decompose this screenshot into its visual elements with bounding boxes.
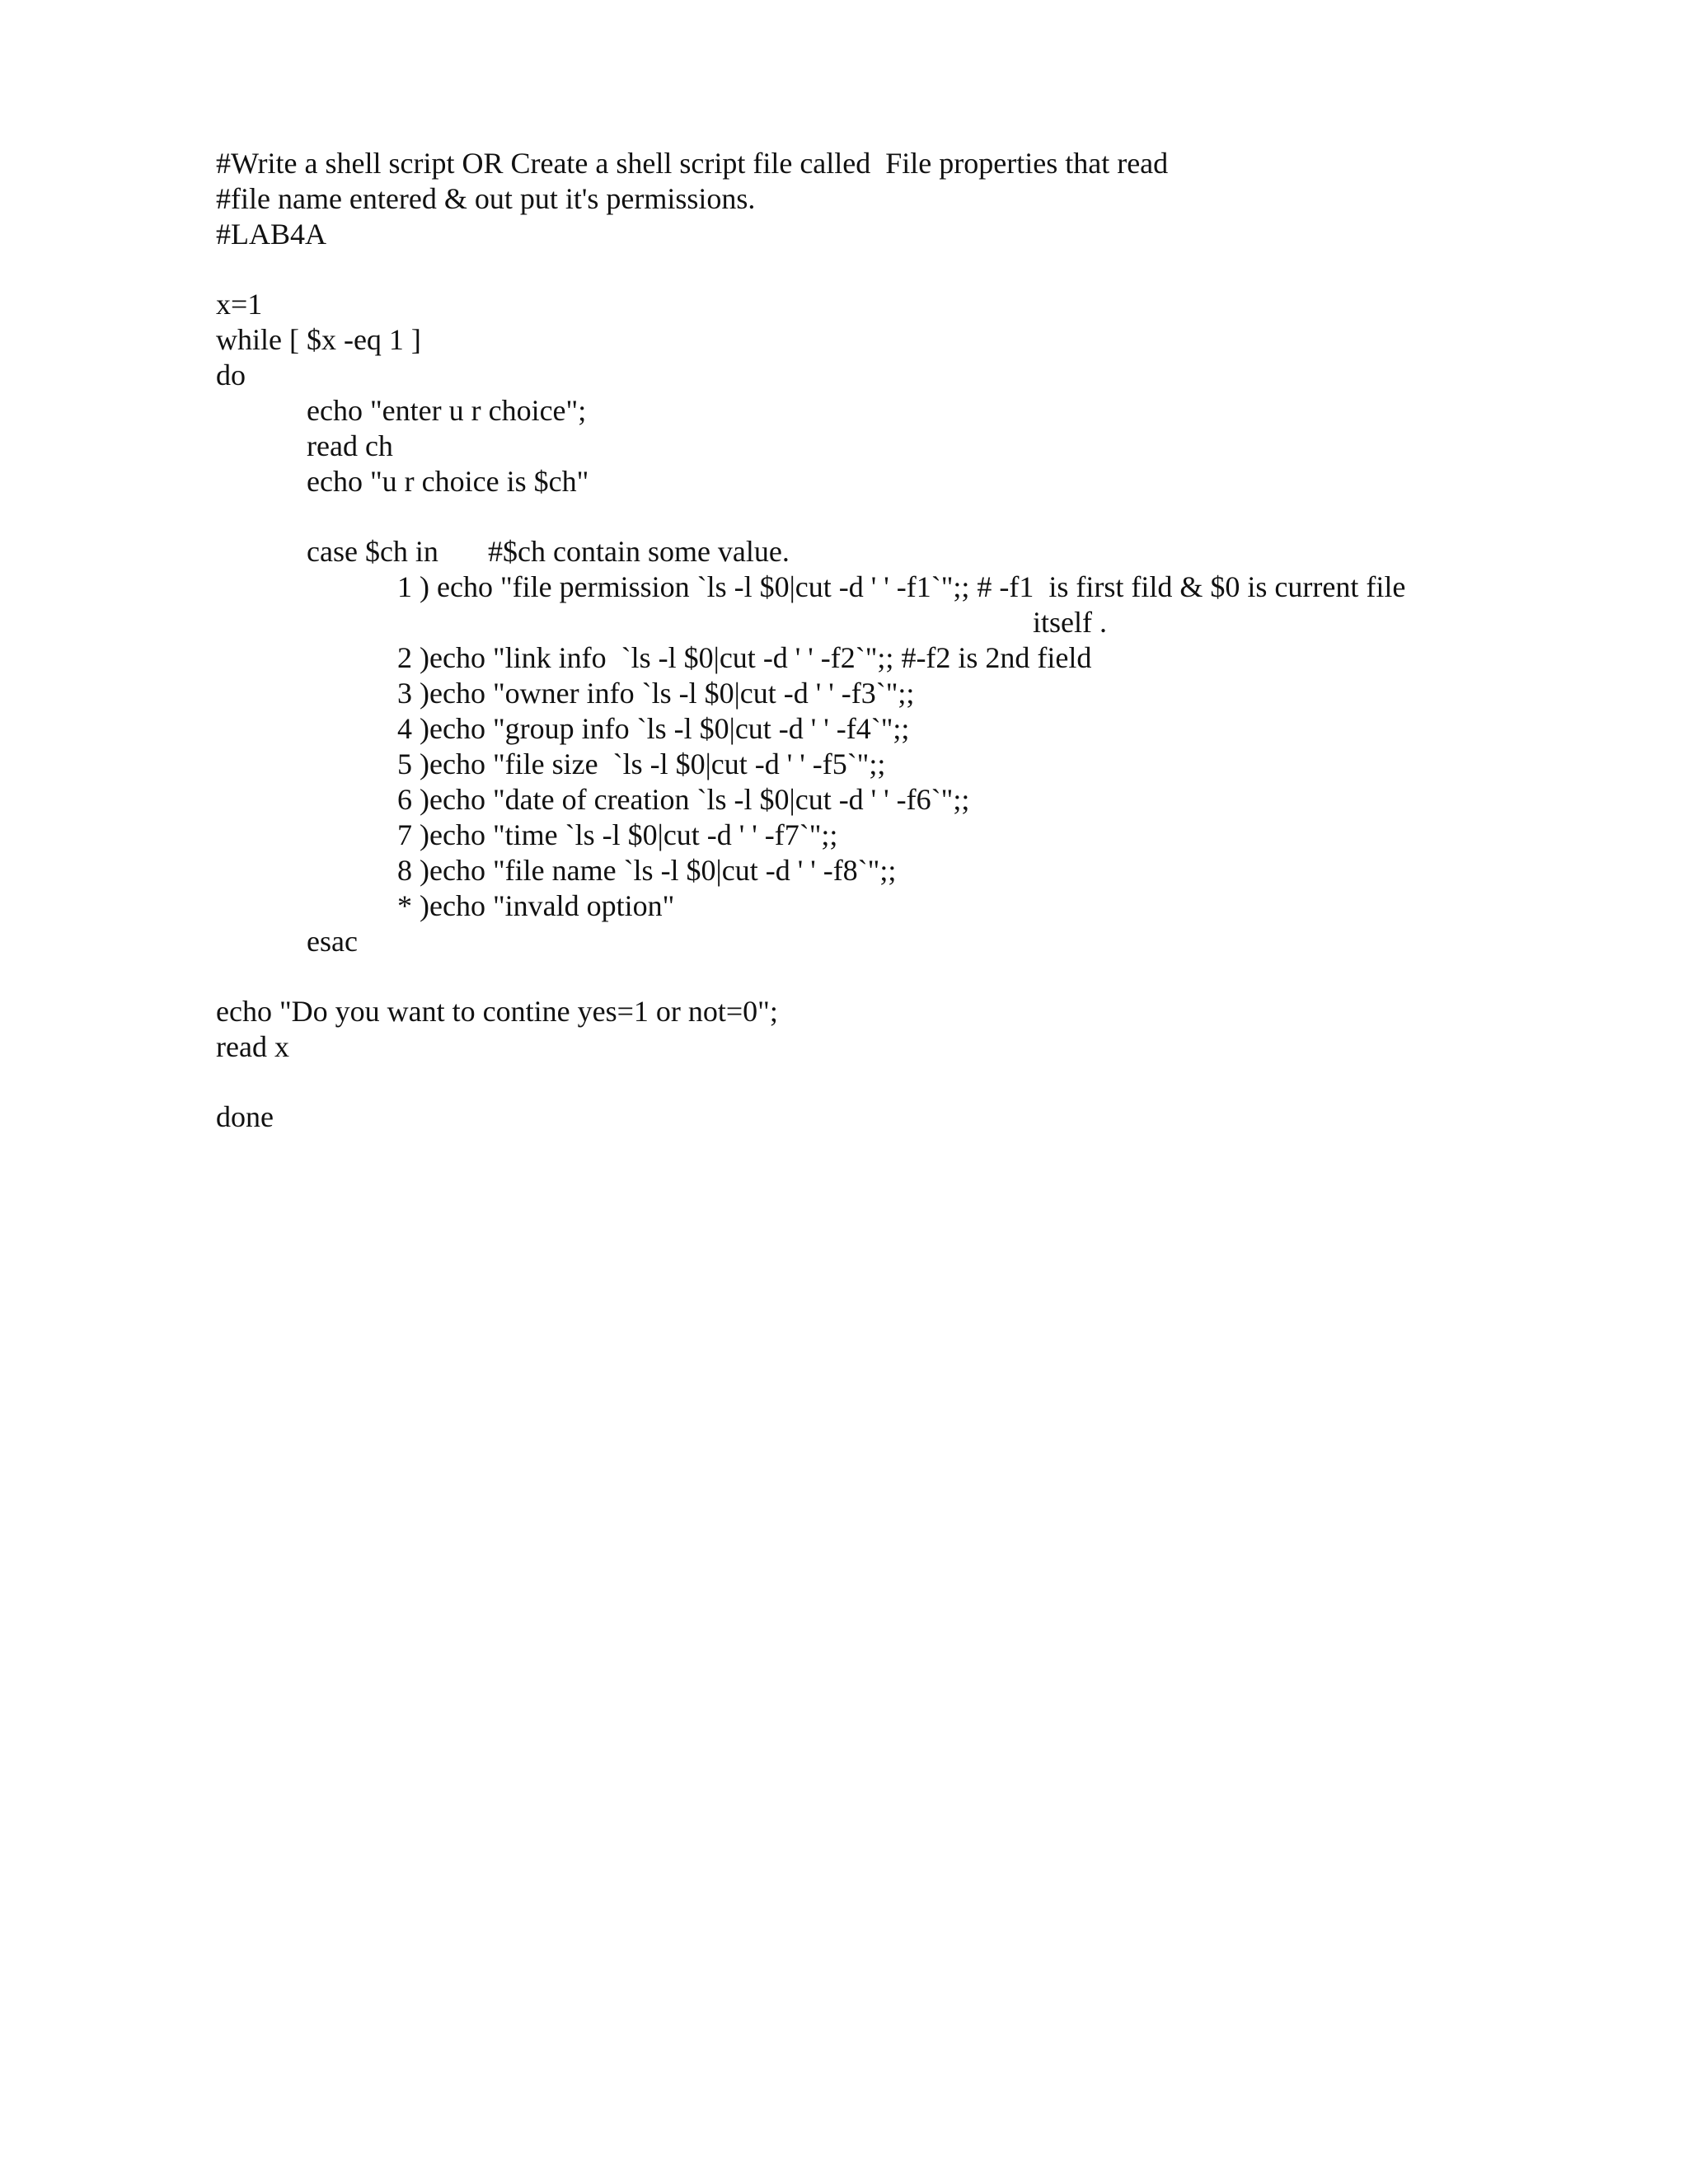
case-option-6: 6 )echo "date of creation `ls -l $0|cut -d ' ' -f6`";; <box>397 783 970 816</box>
loop-body-line-1: echo "enter u r choice"; <box>307 394 587 427</box>
header-comment-line-2: #file name entered & out put it's permissions. <box>216 182 756 215</box>
case-option-5: 5 )echo "file size `ls -l $0|cut -d ' ' -f5`";; <box>397 748 886 780</box>
esac-line: esac <box>307 925 358 958</box>
case-option-default: * )echo "invald option" <box>397 889 675 922</box>
loop-body-line-3: echo "u r choice is $ch" <box>307 465 589 498</box>
case-option-2: 2 )echo "link info `ls -l $0|cut -d ' ' -f2`";; #-f2 is 2nd field <box>397 641 1092 674</box>
case-option-4: 4 )echo "group info `ls -l $0|cut -d ' ' -f4`";; <box>397 712 910 745</box>
header-comment-line-3: #LAB4A <box>216 218 326 251</box>
header-comment-line-1: #Write a shell script OR Create a shell script file called File properties that read <box>216 147 1169 180</box>
case-comment: #$ch contain some value. <box>488 535 790 568</box>
case-option-3: 3 )echo "owner info `ls -l $0|cut -d ' ' -f3`";; <box>397 677 915 710</box>
do-line: do <box>216 359 246 391</box>
case-option-1-wrap: itself . <box>1033 606 1107 639</box>
done-line: done <box>216 1100 274 1133</box>
continue-prompt-line: echo "Do you want to contine yes=1 or not=0"; <box>216 995 778 1028</box>
init-line: x=1 <box>216 288 263 321</box>
while-line: while [ $x -eq 1 ] <box>216 323 421 356</box>
case-option-1: 1 ) echo "file permission `ls -l $0|cut -d ' ' -f1`";; # -f1 is first fild & $0 is current file <box>397 570 1406 603</box>
case-keyword: case $ch in <box>307 535 438 568</box>
loop-body-line-2: read ch <box>307 429 393 462</box>
case-option-8: 8 )echo "file name `ls -l $0|cut -d ' ' -f8`";; <box>397 854 897 887</box>
read-x-line: read x <box>216 1030 289 1063</box>
case-option-7: 7 )echo "time `ls -l $0|cut -d ' ' -f7`";; <box>397 818 838 851</box>
